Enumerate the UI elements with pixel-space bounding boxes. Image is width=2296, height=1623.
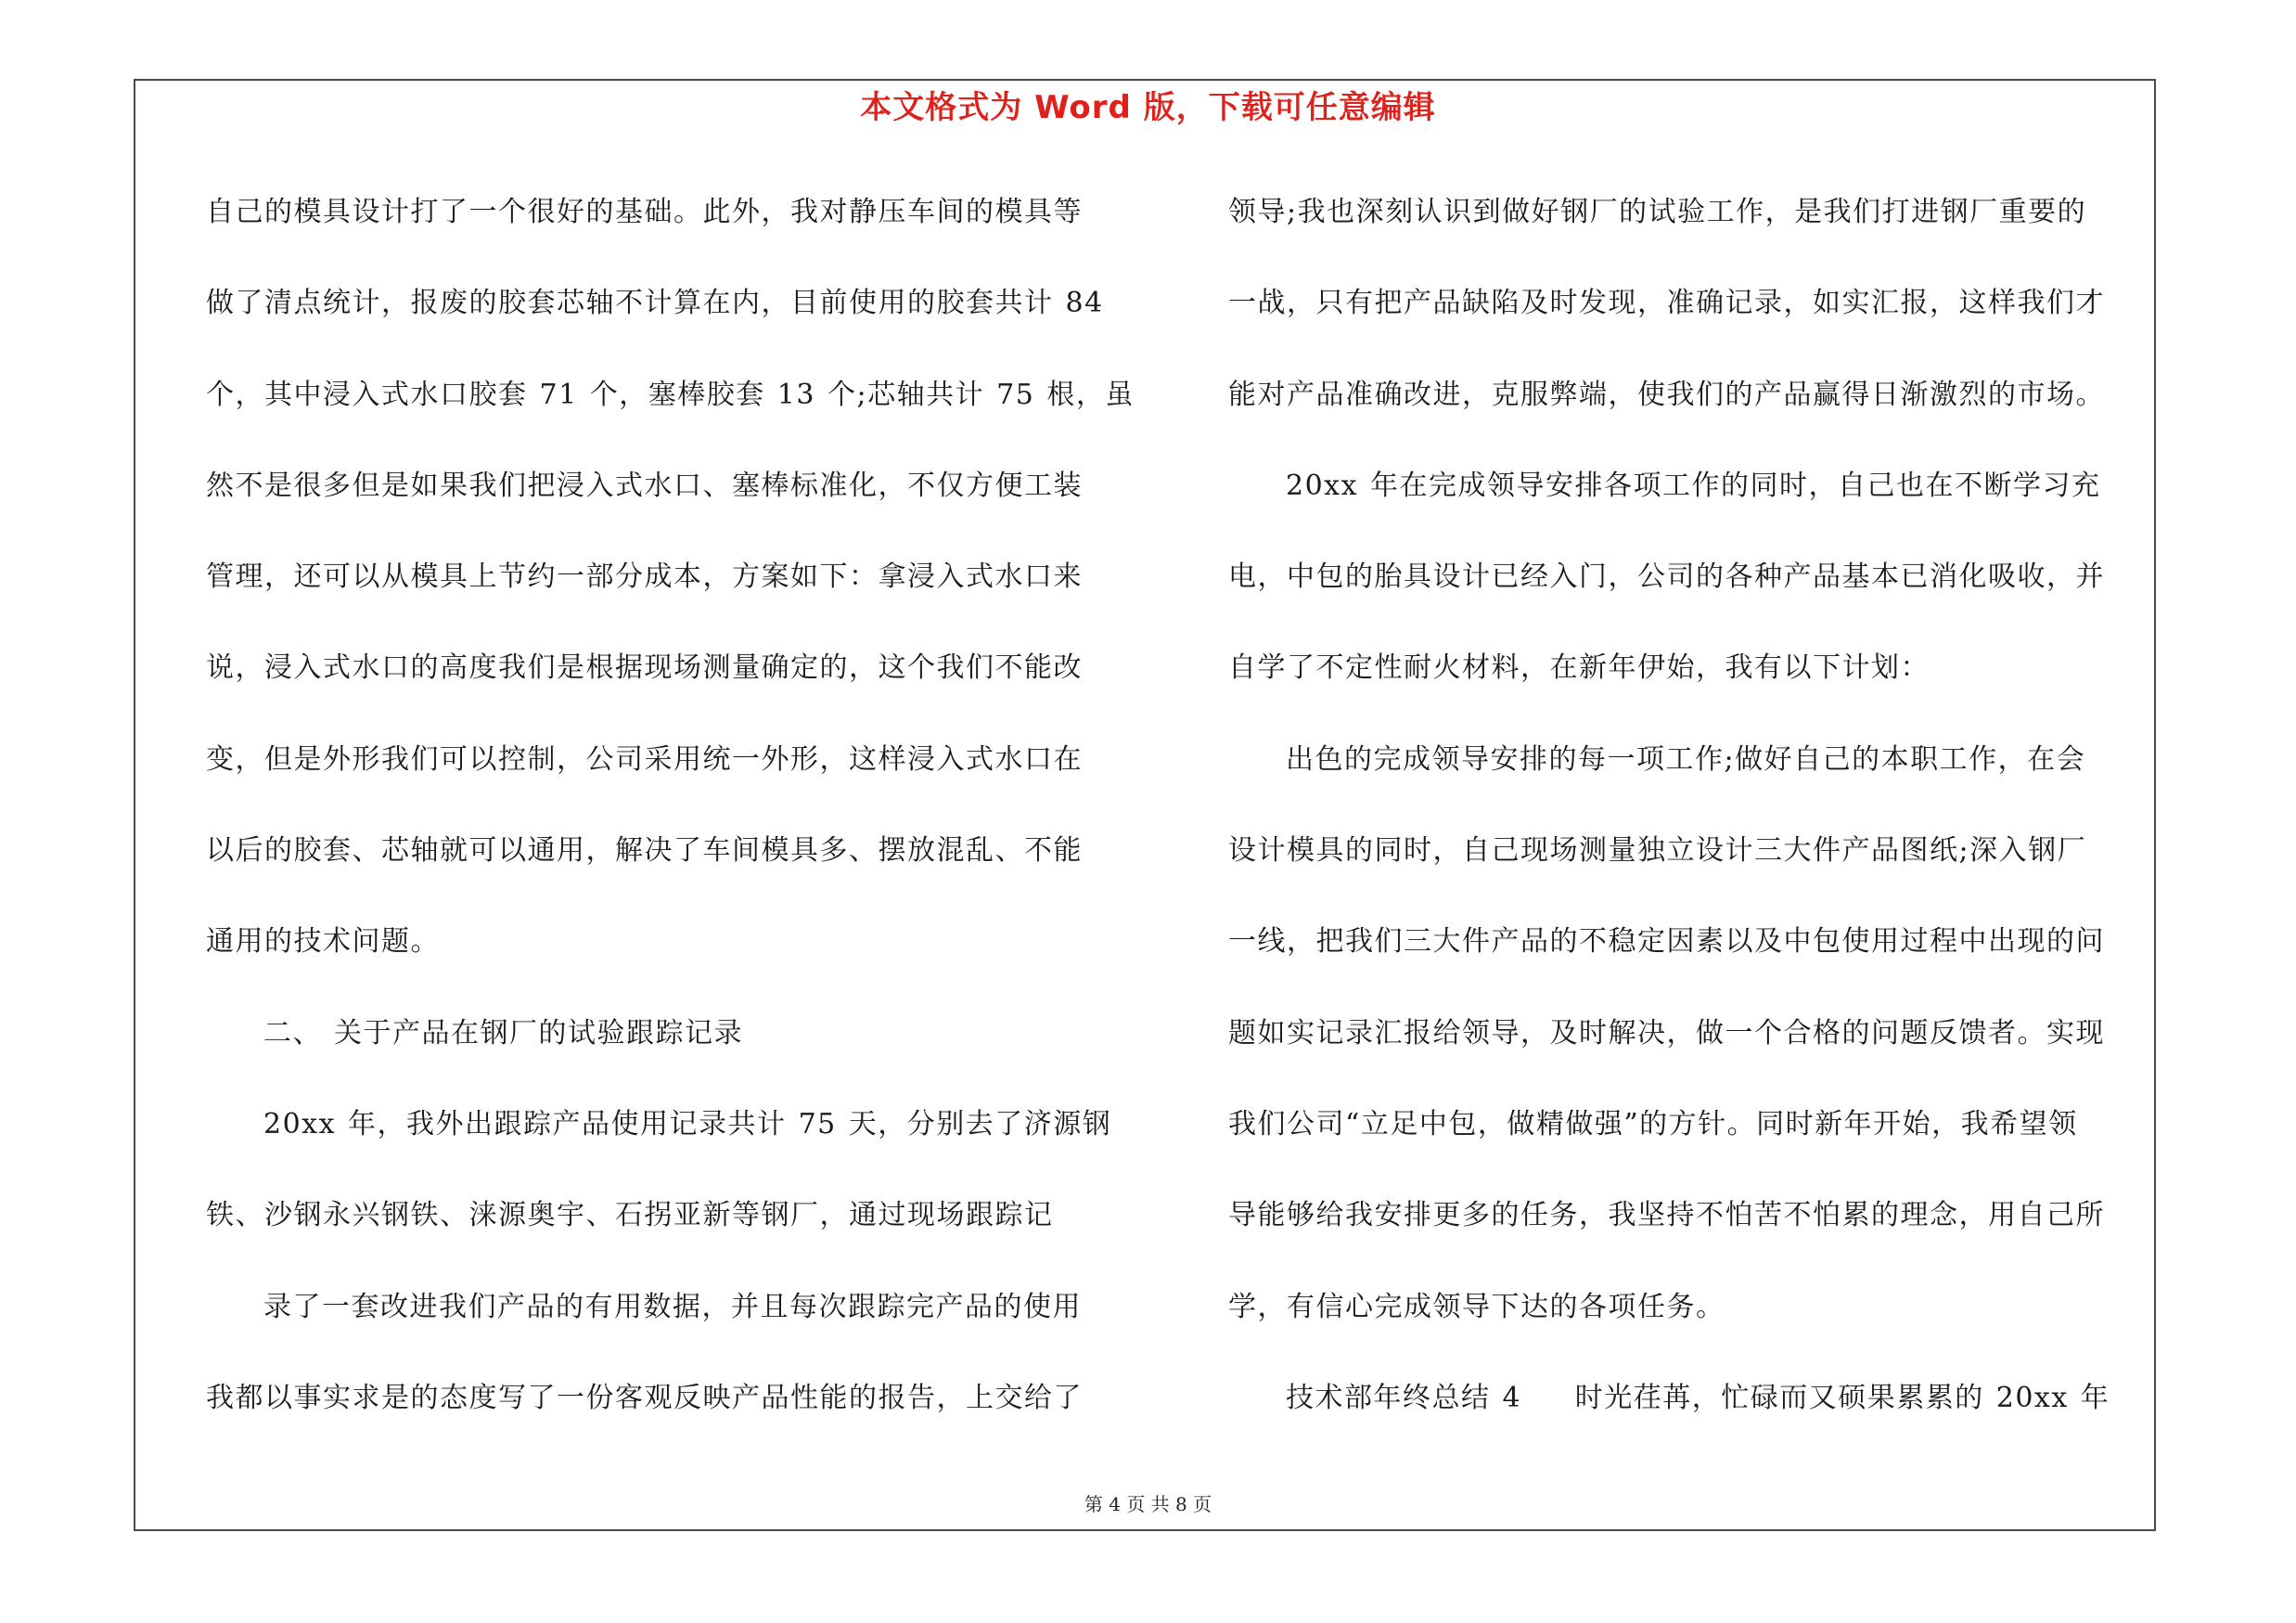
text-line: 20xx 年在完成领导安排各项工作的同时，自己也在不断学习充 <box>1286 469 2101 502</box>
text-line: 题如实记录汇报给领导，及时解决，做一个合格的问题反馈者。实现 <box>1228 1016 2105 1050</box>
text-line: 铁、沙钢永兴钢铁、涞源奥宇、石拐亚新等钢厂，通过现场跟踪记 <box>206 1199 1054 1232</box>
text-line: 能对产品准确改进，克服弊端，使我们的产品赢得日渐激烈的市场。 <box>1228 378 2105 411</box>
text-line: 我们公司“立足中包，做精做强”的方针。同时新年开始，我希望领 <box>1228 1107 2078 1140</box>
text-line: 一线，把我们三大件产品的不稳定因素以及中包使用过程中出现的问 <box>1228 925 2105 959</box>
text-line: 以后的胶套、芯轴就可以通用，解决了车间模具多、摆放混乱、不能 <box>206 834 1083 868</box>
text-line: 做了清点统计，报废的胶套芯轴不计算在内，目前使用的胶套共计 84 <box>206 287 1104 320</box>
text-line: 一战，只有把产品缺陷及时发现，准确记录，如实汇报，这样我们才 <box>1228 287 2105 320</box>
text-line: 然不是很多但是如果我们把浸入式水口、塞棒标准化，不仅方便工装 <box>206 469 1083 502</box>
text-line: 录了一套改进我们产品的有用数据，并且每次跟踪完产品的使用 <box>263 1290 1082 1323</box>
text-line: 领导;我也深刻认识到做好钢厂的试验工作，是我们打进钢厂重要的 <box>1228 196 2087 228</box>
text-line: 20xx 年，我外出跟踪产品使用记录共计 75 天，分别去了济源钢 <box>263 1107 1112 1140</box>
text-line: 变，但是外形我们可以控制，公司采用统一外形，这样浸入式水口在 <box>206 742 1083 776</box>
text-line: 通用的技术问题。 <box>206 925 440 959</box>
text-line: 管理，还可以从模具上节约一部分成本，方案如下：拿浸入式水口来 <box>206 560 1083 594</box>
text-line: 学，有信心完成领导下达的各项任务。 <box>1228 1290 1725 1323</box>
right-text-column <box>1228 167 2156 1444</box>
text-line: 电，中包的胎具设计已经入门，公司的各种产品基本已消化吸收，并 <box>1228 560 2105 594</box>
text-line: 说，浸入式水口的高度我们是根据现场测量确定的，这个我们不能改 <box>206 651 1083 685</box>
word-format-banner: 本文格式为 Word 版，下载可任意编辑 <box>860 89 1436 126</box>
left-text-column <box>206 167 1134 1444</box>
text-line: 自学了不定性耐火材料，在新年伊始，我有以下计划： <box>1228 651 1930 685</box>
text-line: 设计模具的同时，自己现场测量独立设计三大件产品图纸;深入钢厂 <box>1228 834 2087 868</box>
text-line: 二、 关于产品在钢厂的试验跟踪记录 <box>263 1016 744 1050</box>
text-line: 导能够给我安排更多的任务，我坚持不怕苦不怕累的理念，用自己所 <box>1228 1199 2105 1232</box>
page-number-footer: 第 4 页 共 8 页 <box>1084 1493 1212 1515</box>
text-line: 我都以事实求是的态度写了一份客观反映产品性能的报告，上交给了 <box>206 1381 1083 1414</box>
text-line: 个，其中浸入式水口胶套 71 个，塞棒胶套 13 个;芯轴共计 75 根，虽 <box>206 378 1135 411</box>
text-line: 出色的完成领导安排的每一项工作;做好自己的本职工作，在会 <box>1286 742 2086 776</box>
text-line: 自己的模具设计打了一个很好的基础。此外，我对静压车间的模具等 <box>206 196 1083 228</box>
text-line: 技术部年终总结 4 时光荏苒，忙碌而又硕果累累的 20xx 年 <box>1286 1381 2110 1414</box>
